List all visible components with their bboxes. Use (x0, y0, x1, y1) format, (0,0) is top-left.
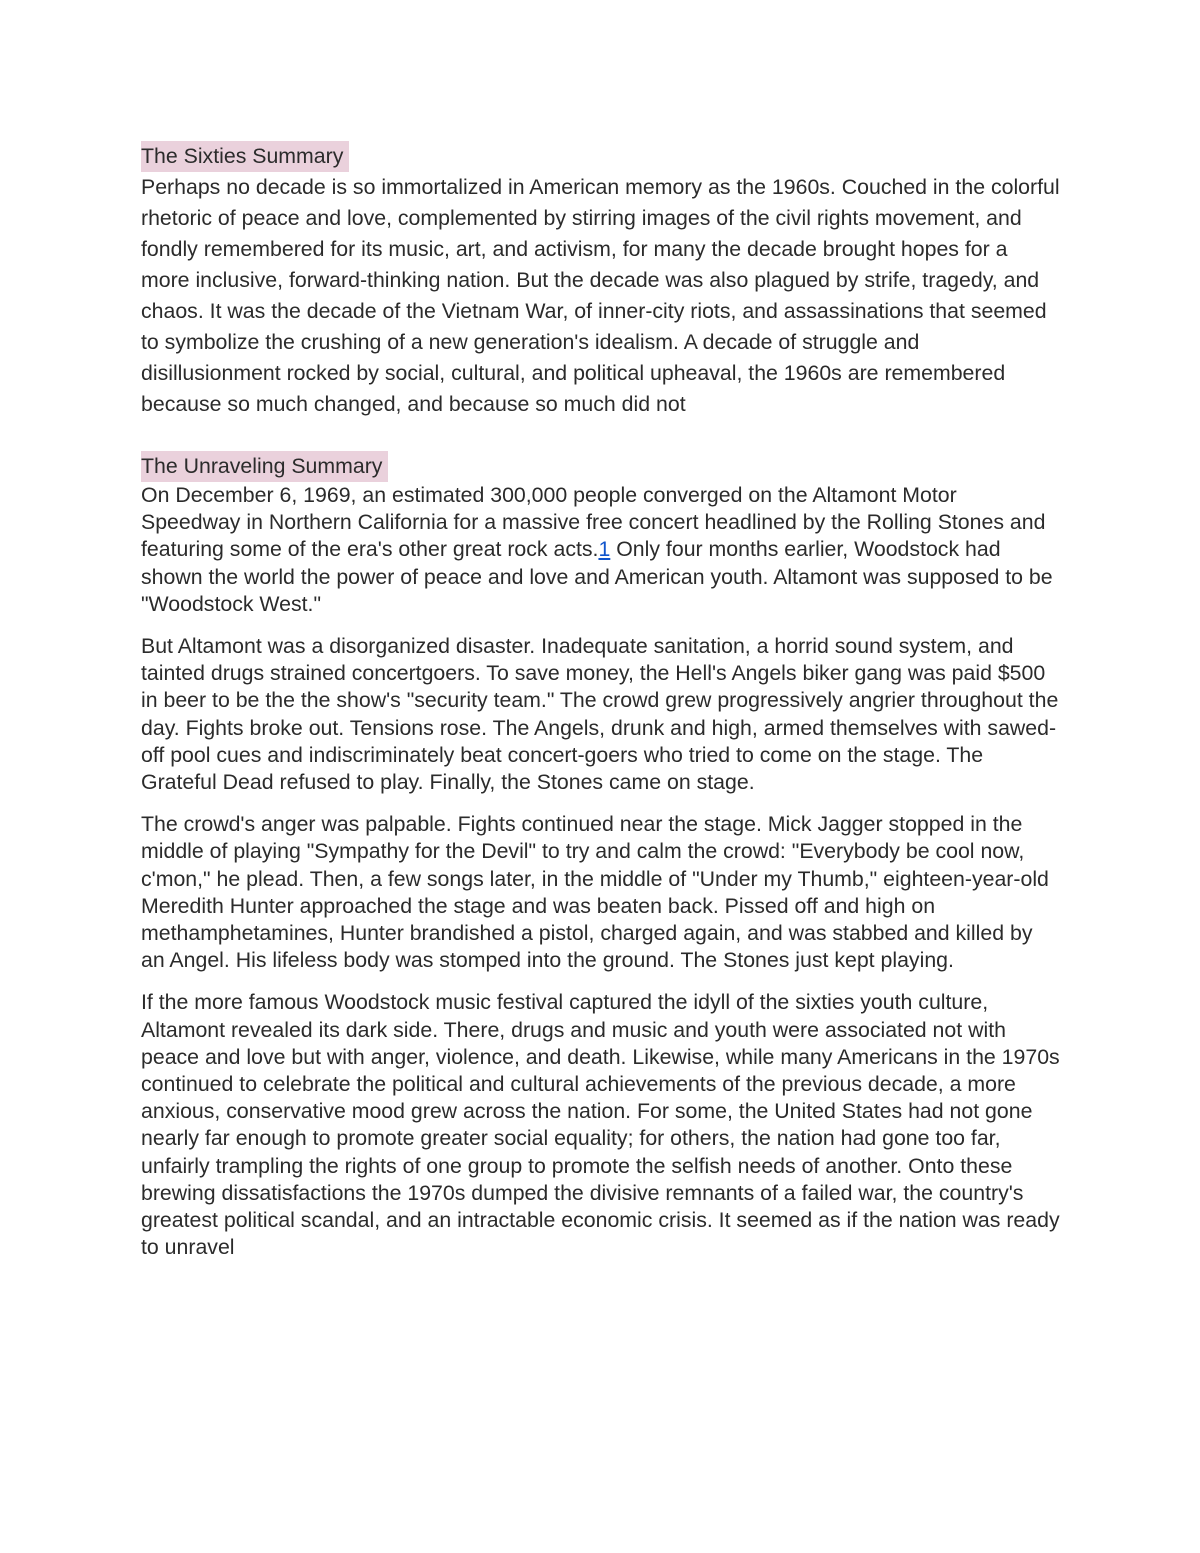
sixties-heading: The Sixties Summary (141, 141, 349, 172)
sixties-heading-row (141, 141, 1061, 172)
sixties-paragraph: Perhaps no decade is so immortalized in American memory as the 1960s. Couched in the colorful rhetoric of peace and love, complemented by stirring images of the civil rights movement, and fondly remembered for its music, art, and activism, for many the decade brought hopes for a more inclusive, forward-thinking nation. But the decade was also plagued by strife, tragedy, and chaos. It was the decade of the Vietnam War, of inner-city riots, and assassinations that seemed to symbolize the crushing of a new generation's idealism. A decade of struggle and disillusionment rocked by social, cultural, and political upheaval, the 1960s are remembered because so much changed, and because so much did not (141, 175, 1060, 416)
unraveling-paragraph-1 (141, 482, 1061, 618)
paragraph-1-text-before: On December 6, 1969, an estimated 300,000 people converged on the Altamont Motor Speedway in Northern California for a massive free concert headlined by the Rolling Stones and featuring some of the era's other great rock acts. (141, 483, 1046, 562)
unraveling-heading-row (141, 451, 1061, 482)
sixties-section (141, 141, 1061, 420)
section-spacer (141, 420, 1061, 451)
unraveling-paragraph-2: But Altamont was a disorganized disaster. Inadequate sanitation, a horrid sound system, and tainted drugs strained concertgoers. To save money, the Hell's Angels biker gang was paid $500 in beer to be the the show's "security team." The crowd grew progressively angrier throughout the day. Fights broke out. Tensions rose. The Angels, drunk and high, armed themselves with sawed-off pool cues and indiscriminately beat concert-goers who tried to come on the stage. The Grateful Dead refused to play. Finally, the Stones came on stage. (141, 634, 1059, 795)
footnote-link[interactable]: 1 (598, 537, 611, 562)
unraveling-paragraph-3: The crowd's anger was palpable. Fights continued near the stage. Mick Jagger stopped in the middle of playing "Sympathy for the Devil" to try and calm the crowd: "Everybody be cool now, c'mon," he plead. Then, a few songs later, in the middle of "Under my Thumb," eighteen-year-old Meredith Hunter approached the stage and was beaten back. Pissed off and high on methamphetamines, Hunter brandished a pistol, charged again, and was stabbed and killed by an Angel. His lifeless body was stomped into the ground. The Stones just kept playing. (141, 812, 1049, 973)
unraveling-section (141, 451, 1061, 1261)
document-page (141, 141, 1061, 1276)
unraveling-heading: The Unraveling Summary (141, 451, 388, 482)
paragraph-1-text-after: Only four months earlier, Woodstock had shown the world the power of peace and love and American youth. Altamont was supposed to be "Woodstock West." (141, 537, 1053, 616)
unraveling-paragraph-4: If the more famous Woodstock music festival captured the idyll of the sixties youth culture, Altamont revealed its dark side. There, drugs and music and youth were associated not with peace and love but with anger, violence, and death. Likewise, while many Americans in the 1970s continued to celebrate the political and cultural achievements of the previous decade, a more anxious, conservative mood grew across the nation. For some, the United States had not gone nearly far enough to promote greater social equality; for others, the nation had gone too far, unfairly trampling the rights of one group to promote the selfish needs of another. Onto these brewing dissatisfactions the 1970s dumped the divisive remnants of a failed war, the country's greatest political scandal, and an intractable economic crisis. It seemed as if the nation was ready to unravel (141, 990, 1060, 1260)
